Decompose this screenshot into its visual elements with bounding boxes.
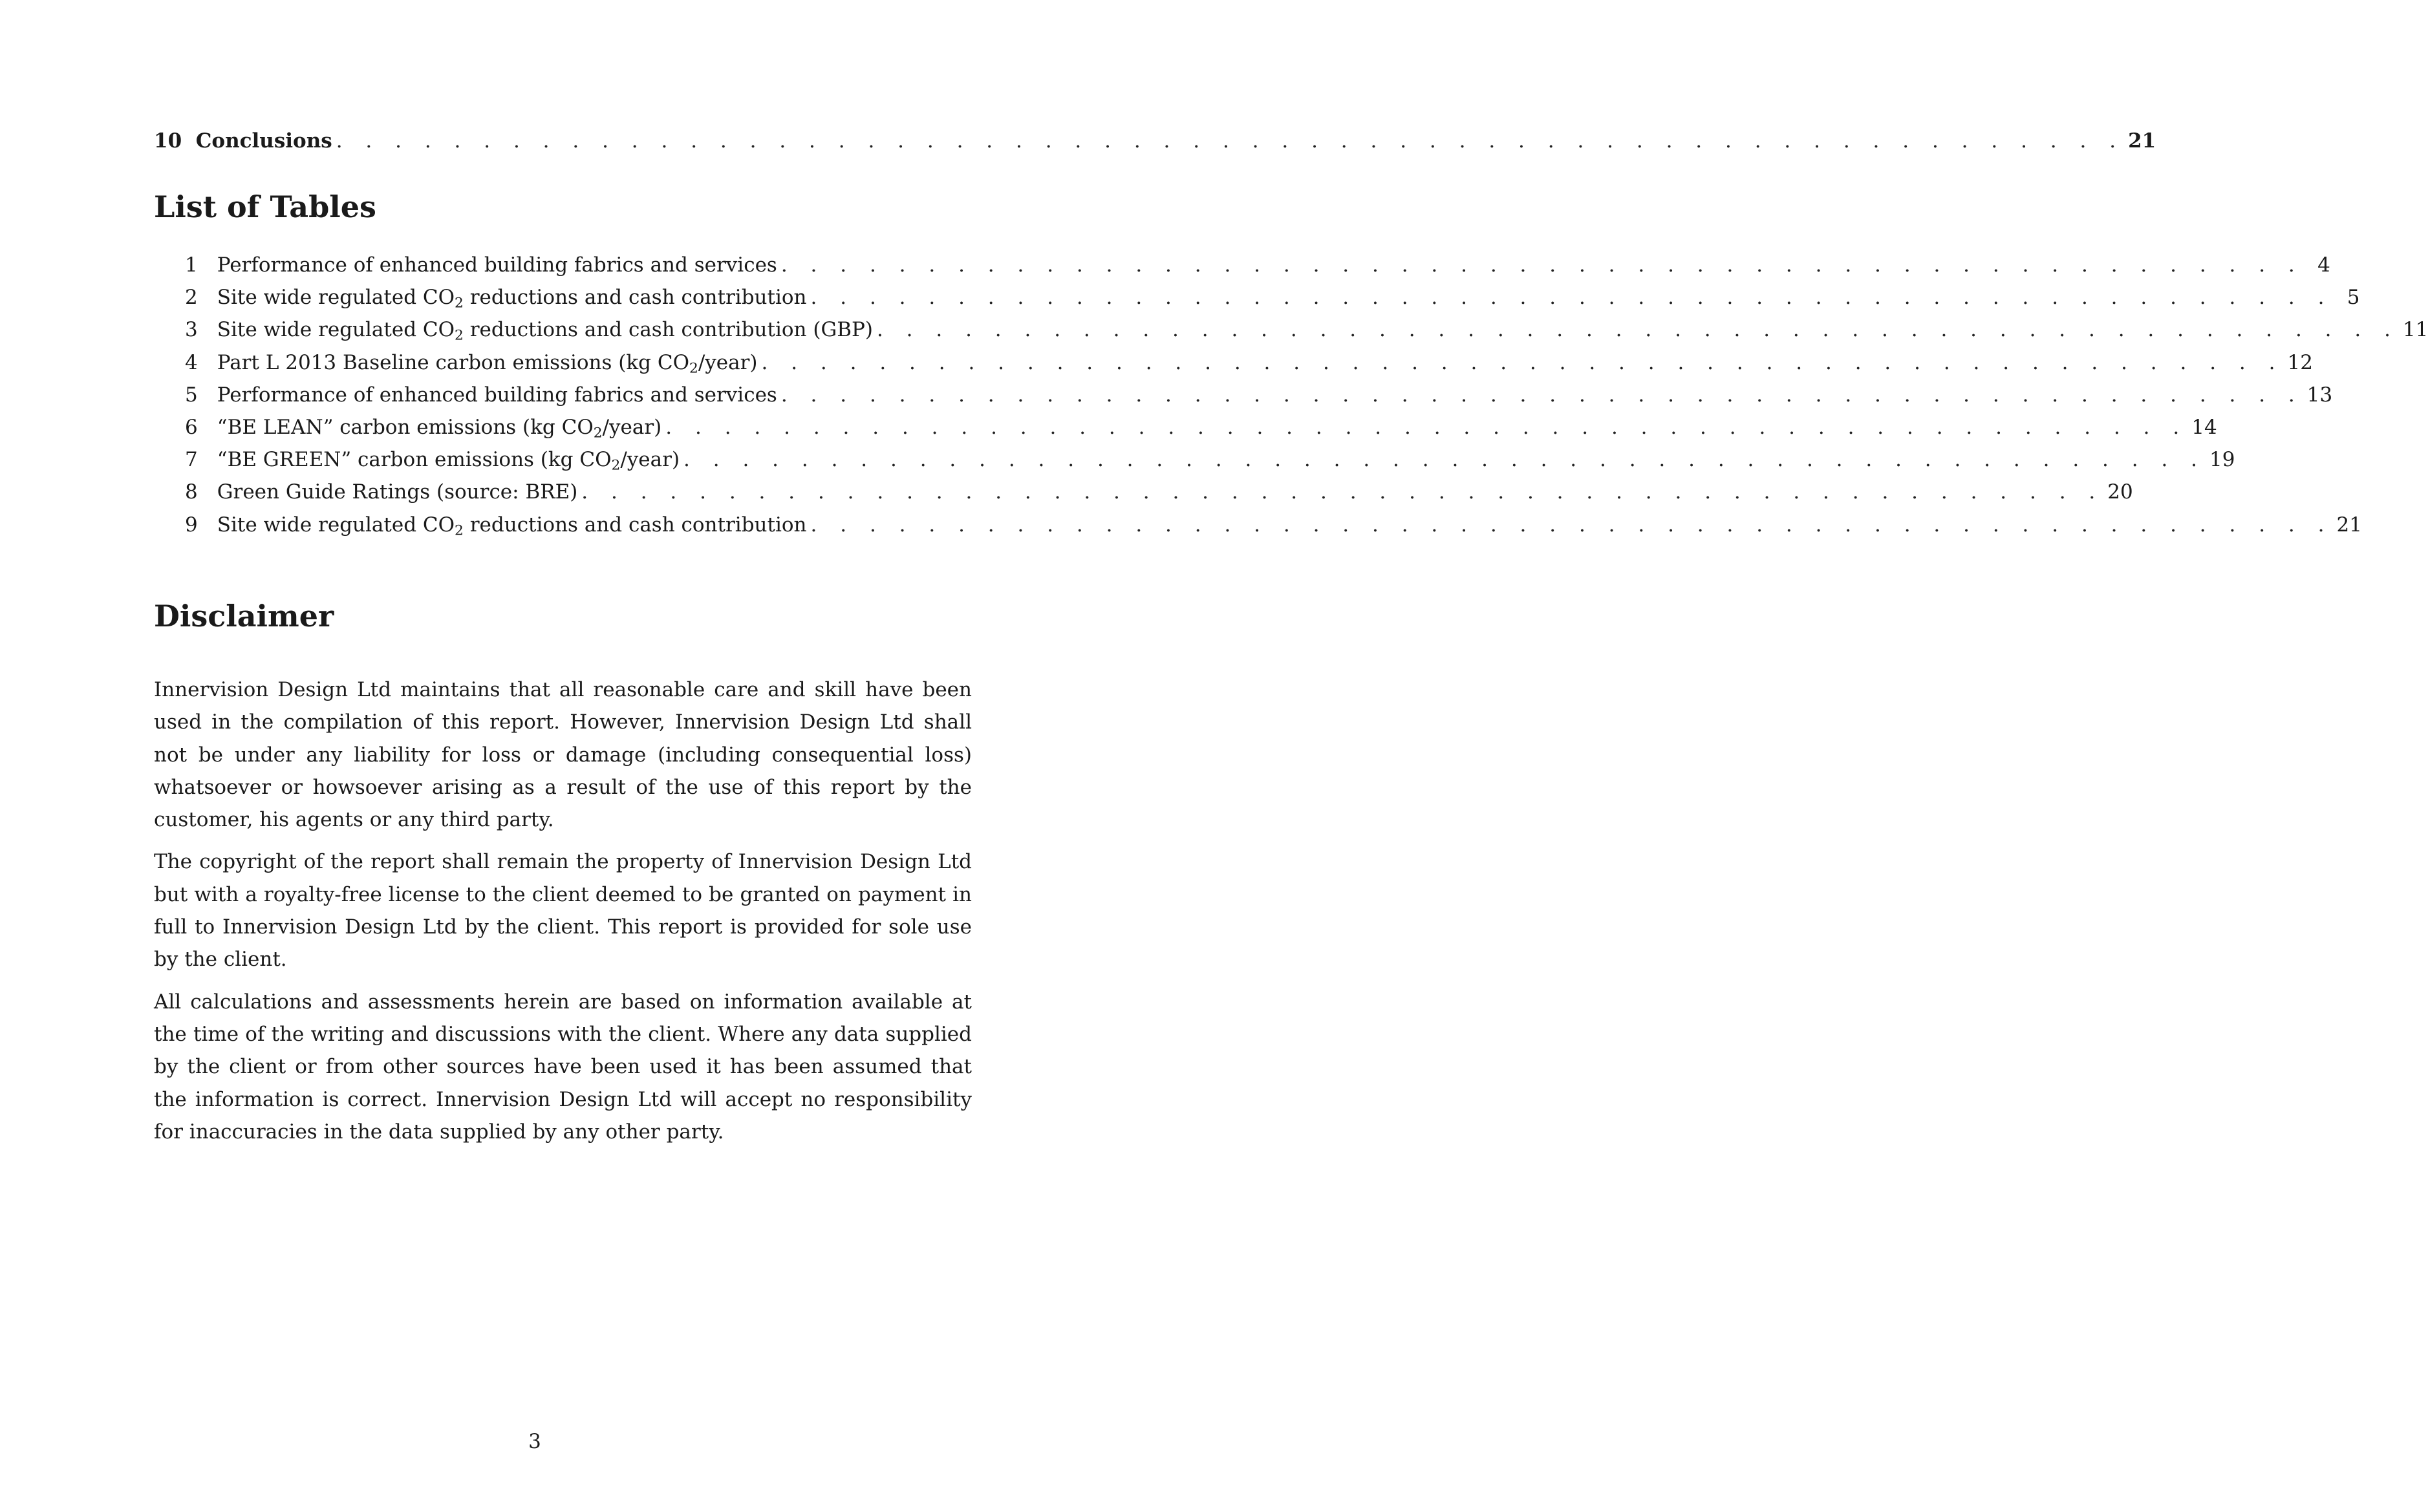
list-of-tables-heading: List of Tables bbox=[154, 189, 376, 224]
dot-leader: . . . . . . . . . . . . . . . . . . . . . . . . . . . . . . . . . . . . . . . . . . . . . . . . . . . . bbox=[683, 448, 2206, 472]
table-page-number: 5 bbox=[2347, 286, 2360, 310]
table-list-item[interactable] bbox=[154, 253, 2330, 286]
disclaimer-paragraph: Innervision Design Ltd maintains that all reasonable care and skill have been used in the compilation of this report. However, Innervision Design Ltd shall not be under any liability for loss or damage (including consequential loss) whatsoever or howsoever arising as a result of the use of this report by the customer, his agents or any third party. bbox=[154, 678, 972, 832]
dot-leader: . . . . . . . . . . . . . . . . . . . . . . . . . . . . . . . . . . . . . . . . . . . . . . . . . . . . bbox=[876, 318, 2399, 342]
table-caption bbox=[198, 513, 807, 537]
table-page-number: 12 bbox=[2287, 350, 2313, 374]
subscript: 2 bbox=[455, 522, 464, 538]
table-list-item[interactable] bbox=[154, 480, 2133, 513]
table-number: 7 bbox=[185, 448, 198, 472]
table-page-number: 11 bbox=[2402, 318, 2428, 342]
table-number: 9 bbox=[185, 513, 198, 537]
table-number: 3 bbox=[185, 318, 198, 342]
table-caption-text: Site wide regulated CO bbox=[217, 318, 455, 342]
table-caption-text: reductions and cash contribution (GBP) bbox=[463, 318, 873, 342]
table-caption-text: reductions and cash contribution bbox=[463, 513, 807, 537]
table-list-item[interactable] bbox=[154, 286, 2360, 318]
table-caption-text: reductions and cash contribution bbox=[463, 286, 807, 310]
table-caption-text: Part L 2013 Baseline carbon emissions (kg CO bbox=[217, 350, 689, 374]
dot-leader: . . . . . . . . . . . . . . . . . . . . . . . . . . . . . . . . . . . . . . . . . . . . . . . . . . . . bbox=[581, 480, 2104, 504]
subscript: 2 bbox=[455, 295, 464, 312]
table-page-number: 13 bbox=[2306, 383, 2333, 407]
dot-leader: . . . . . . . . . . . . . . . . . . . . . . . . . . . . . . . . . . . . . . . . . . . . . . . . . . . . bbox=[761, 350, 2284, 374]
table-list-item[interactable] bbox=[154, 513, 2362, 546]
table-caption-text: /year) bbox=[698, 350, 758, 374]
table-page-number: 14 bbox=[2191, 415, 2217, 439]
table-number: 1 bbox=[185, 253, 198, 277]
list-of-tables bbox=[154, 253, 2428, 546]
disclaimer-body bbox=[154, 674, 972, 1158]
subscript: 2 bbox=[689, 359, 698, 376]
toc-section-number: 10 bbox=[154, 129, 182, 153]
table-caption bbox=[198, 383, 777, 407]
disclaimer-paragraph: The copyright of the report shall remain the property of Innervision Design Ltd but with a royalty-free license to the client deemed to be granted on payment in full to Innervision Design Ltd by the client. This report is provided for sole use by the client. bbox=[154, 850, 972, 972]
table-number: 6 bbox=[185, 415, 198, 439]
table-number: 8 bbox=[185, 480, 198, 504]
table-caption bbox=[198, 318, 873, 344]
subscript: 2 bbox=[593, 425, 603, 442]
table-page-number: 4 bbox=[2317, 253, 2330, 277]
table-number: 2 bbox=[185, 286, 198, 310]
toc-section-title: Conclusions bbox=[195, 129, 332, 153]
toc-entry-conclusions[interactable] bbox=[154, 129, 2156, 153]
subscript: 2 bbox=[611, 457, 621, 474]
dot-leader: . . . . . . . . . . . . . . . . . . . . . . . . . . . . . . . . . . . . . . . . . . . . . . . . . . . . bbox=[810, 513, 2333, 537]
page-number: 3 bbox=[528, 1430, 541, 1453]
disclaimer-heading: Disclaimer bbox=[154, 599, 334, 634]
table-caption bbox=[198, 480, 578, 504]
dot-leader: . . . . . . . . . . . . . . . . . . . . . . . . . . . . . . . . . . . . . . . . . . . . . . . . . . . . . . . . . . . . . bbox=[336, 129, 2125, 153]
table-caption-text: /year) bbox=[602, 415, 662, 439]
table-caption-text: /year) bbox=[620, 448, 680, 472]
table-list-item[interactable] bbox=[154, 318, 2428, 350]
table-caption-text: Site wide regulated CO bbox=[217, 513, 455, 537]
table-number: 4 bbox=[185, 350, 198, 374]
subscript: 2 bbox=[455, 327, 464, 344]
table-number: 5 bbox=[185, 383, 198, 407]
table-caption-text: Green Guide Ratings (source: BRE) bbox=[217, 480, 578, 504]
dot-leader: . . . . . . . . . . . . . . . . . . . . . . . . . . . . . . . . . . . . . . . . . . . . . . . . . . . . bbox=[810, 286, 2333, 310]
table-page-number: 19 bbox=[2209, 448, 2235, 472]
table-page-number: 20 bbox=[2107, 480, 2133, 504]
table-list-item[interactable] bbox=[154, 448, 2235, 480]
disclaimer-paragraph: All calculations and assessments herein are based on information available at the time of the writing and discussions with the client. Where any data supplied by the client or from other sources have been used it has been assumed that the information is correct. Innervision Design Ltd will accept no responsibility for inaccuracies in the data supplied by any other party. bbox=[154, 990, 972, 1144]
table-page-number: 21 bbox=[2336, 513, 2362, 537]
table-caption-text: “BE LEAN” carbon emissions (kg CO bbox=[217, 415, 594, 439]
table-list-item[interactable] bbox=[154, 415, 2217, 448]
table-caption bbox=[198, 448, 680, 474]
table-caption bbox=[198, 253, 777, 277]
table-caption bbox=[198, 351, 758, 374]
table-caption-text: Site wide regulated CO bbox=[217, 286, 455, 310]
dot-leader: . . . . . . . . . . . . . . . . . . . . . . . . . . . . . . . . . . . . . . . . . . . . . . . . . . . . bbox=[665, 415, 2188, 439]
table-caption-text: “BE GREEN” carbon emissions (kg CO bbox=[217, 448, 612, 472]
table-caption bbox=[198, 286, 807, 312]
table-list-item[interactable] bbox=[154, 350, 2313, 383]
dot-leader: . . . . . . . . . . . . . . . . . . . . . . . . . . . . . . . . . . . . . . . . . . . . . . . . . . . . bbox=[780, 253, 2303, 277]
table-caption-text: Performance of enhanced building fabrics and services bbox=[217, 383, 777, 407]
table-caption bbox=[198, 415, 662, 442]
toc-section-page: 21 bbox=[2128, 129, 2156, 153]
table-caption-text: Performance of enhanced building fabrics and services bbox=[217, 253, 777, 277]
dot-leader: . . . . . . . . . . . . . . . . . . . . . . . . . . . . . . . . . . . . . . . . . . . . . . . . . . . . bbox=[780, 383, 2303, 407]
table-list-item[interactable] bbox=[154, 383, 2333, 416]
